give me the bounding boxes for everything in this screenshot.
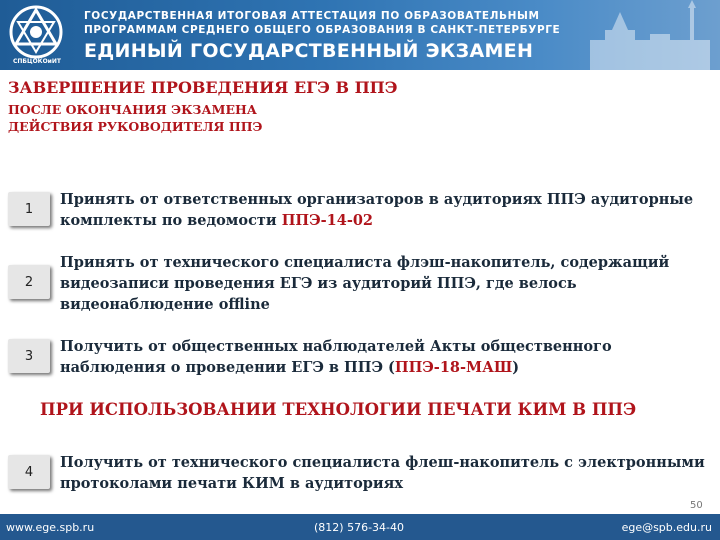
step-text-3-close: ) (512, 359, 520, 376)
step-text-1 (60, 189, 710, 231)
header-title: ЕДИНЫЙ ГОСУДАРСТВЕННЫЙ ЭКЗАМЕН (84, 40, 534, 62)
footer-bar (0, 514, 720, 540)
step-text-3-main: Получить от общественных наблюдателей Акты общественного наблюдения о проведении ЕГЭ в ППЭ ( (60, 338, 612, 376)
section-heading: ПРИ ИСПОЛЬЗОВАНИИ ТЕХНОЛОГИИ ПЕЧАТИ КИМ В ППЭ (40, 400, 637, 419)
logo-icon (6, 4, 66, 66)
footer-website-link[interactable]: www.ege.spb.ru (6, 521, 95, 534)
page-title: ЗАВЕРШЕНИЕ ПРОВЕДЕНИЯ ЕГЭ В ППЭ (8, 78, 398, 97)
footer-phone: (812) 576-34-40 (314, 521, 405, 534)
step-text-1-main: Принять от ответственных организаторов в аудиториях ППЭ аудиторные комплекты по ведомости (60, 191, 694, 229)
page-number: 50 (690, 500, 703, 511)
step-text-2: Принять от технического специалиста флэш-накопитель, содержащий видеозаписи проведения ЕГЭ из аудиторий ППЭ, где велось видеонаблюдение offline (60, 254, 670, 313)
form-code-1: ППЭ-14-02 (281, 212, 374, 229)
step-number-3: 3 (8, 339, 50, 373)
header-line-2: ПРОГРАММАМ СРЕДНЕГО ОБЩЕГО ОБРАЗОВАНИЯ В САНКТ-ПЕТЕРБУРГЕ (84, 24, 561, 36)
logo-text: СПБЦОКОиИТ (13, 58, 61, 65)
step-number-4: 4 (8, 455, 50, 489)
step-text-4: Получить от технического специалиста флеш-накопитель с электронными протоколами печати КИМ в аудиториях (60, 454, 705, 492)
step-number-2: 2 (8, 265, 50, 299)
subtitle-line-2: ДЕЙСТВИЯ РУКОВОДИТЕЛЯ ППЭ (8, 119, 263, 134)
footer-email-link[interactable]: ege@spb.edu.ru (621, 521, 712, 534)
form-code-3: ППЭ-18-МАШ (394, 359, 513, 376)
header-line-1: ГОСУДАРСТВЕННАЯ ИТОГОВАЯ АТТЕСТАЦИЯ ПО ОБРАЗОВАТЕЛЬНЫМ (84, 10, 540, 22)
step-text-3 (60, 336, 710, 378)
step-number-1: 1 (8, 192, 50, 226)
header-banner (0, 0, 720, 70)
city-skyline-icon (580, 0, 720, 70)
subtitle-line-1: ПОСЛЕ ОКОНЧАНИЯ ЭКЗАМЕНА (8, 102, 257, 117)
